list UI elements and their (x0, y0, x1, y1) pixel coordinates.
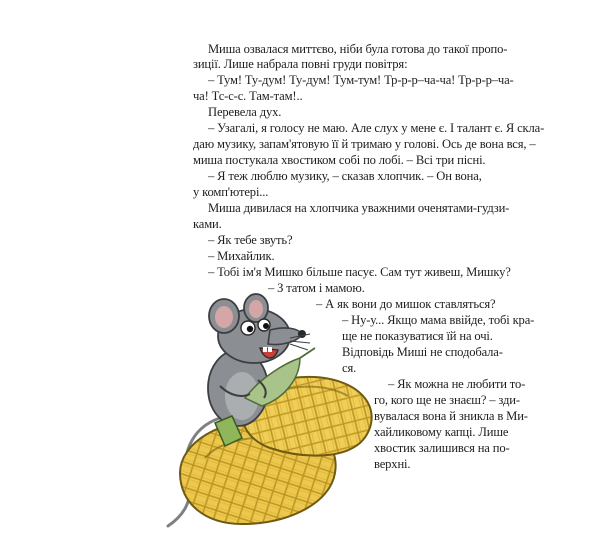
text-line: у комп'ютері... (193, 185, 269, 199)
text-line: – А як вони до мишок ставляться? (316, 297, 496, 311)
text-line: – Михайлик. (208, 249, 275, 263)
text-line: Відповідь Миші не сподобала- (342, 345, 503, 359)
text-line: ками. (193, 217, 222, 231)
text-line: вувалася вона й зникла в Ми- (374, 409, 528, 423)
text-line: – Я теж люблю музику, – сказав хлопчик. – Он вона, (208, 169, 482, 183)
text-line: верхні. (374, 457, 411, 471)
text-line: ся. (342, 361, 357, 375)
text-line: – Ну-у... Якщо мама ввійде, тобі кра- (342, 313, 535, 327)
text-line: даю музику, запам'ятовую її й тримаю у голові. Ось де вона вся, – (193, 137, 536, 151)
mouse-in-slippers-illustration (150, 268, 380, 530)
mouse-nose (298, 330, 306, 338)
text-line: – Тум! Ту-дум! Ту-дум! Тум-тум! Тр-р-р–ча-ча! Тр-р-р–ча- (208, 73, 514, 87)
text-line: – Тобі ім'я Мишко більше пасує. Сам тут живеш, Мишку? (208, 265, 511, 279)
text-line: го, кого ще не знаєш? – зди- (374, 393, 520, 407)
text-line: хайликовому капці. Лише (374, 425, 509, 439)
text-line: – Як можна не любити то- (388, 377, 526, 391)
text-line: – З татом і мамою. (268, 281, 365, 295)
text-line: ще не показуватися їй на очі. (342, 329, 493, 343)
text-line: Миша дивилася на хлопчика уважними оченятами-гудзи- (208, 201, 510, 215)
text-line: ча! Тс-с-с. Там-там!.. (193, 89, 303, 103)
text-line: – Узагалі, я голосу не маю. Але слух у мене є. І талант є. Я скла- (208, 121, 545, 135)
text-line: – Як тебе звуть? (208, 233, 293, 247)
text-line: зиції. Лише набрала повні груди повітря: (193, 57, 408, 71)
text-line: Миша озвалася миттєво, ніби була готова до такої пропо- (208, 42, 508, 56)
text-line: хвостик залишився на по- (374, 441, 510, 455)
text-line: миша постукала хвостиком собі по лобі. – Всі три пісні. (193, 153, 486, 167)
text-line: Перевела дух. (208, 105, 282, 119)
